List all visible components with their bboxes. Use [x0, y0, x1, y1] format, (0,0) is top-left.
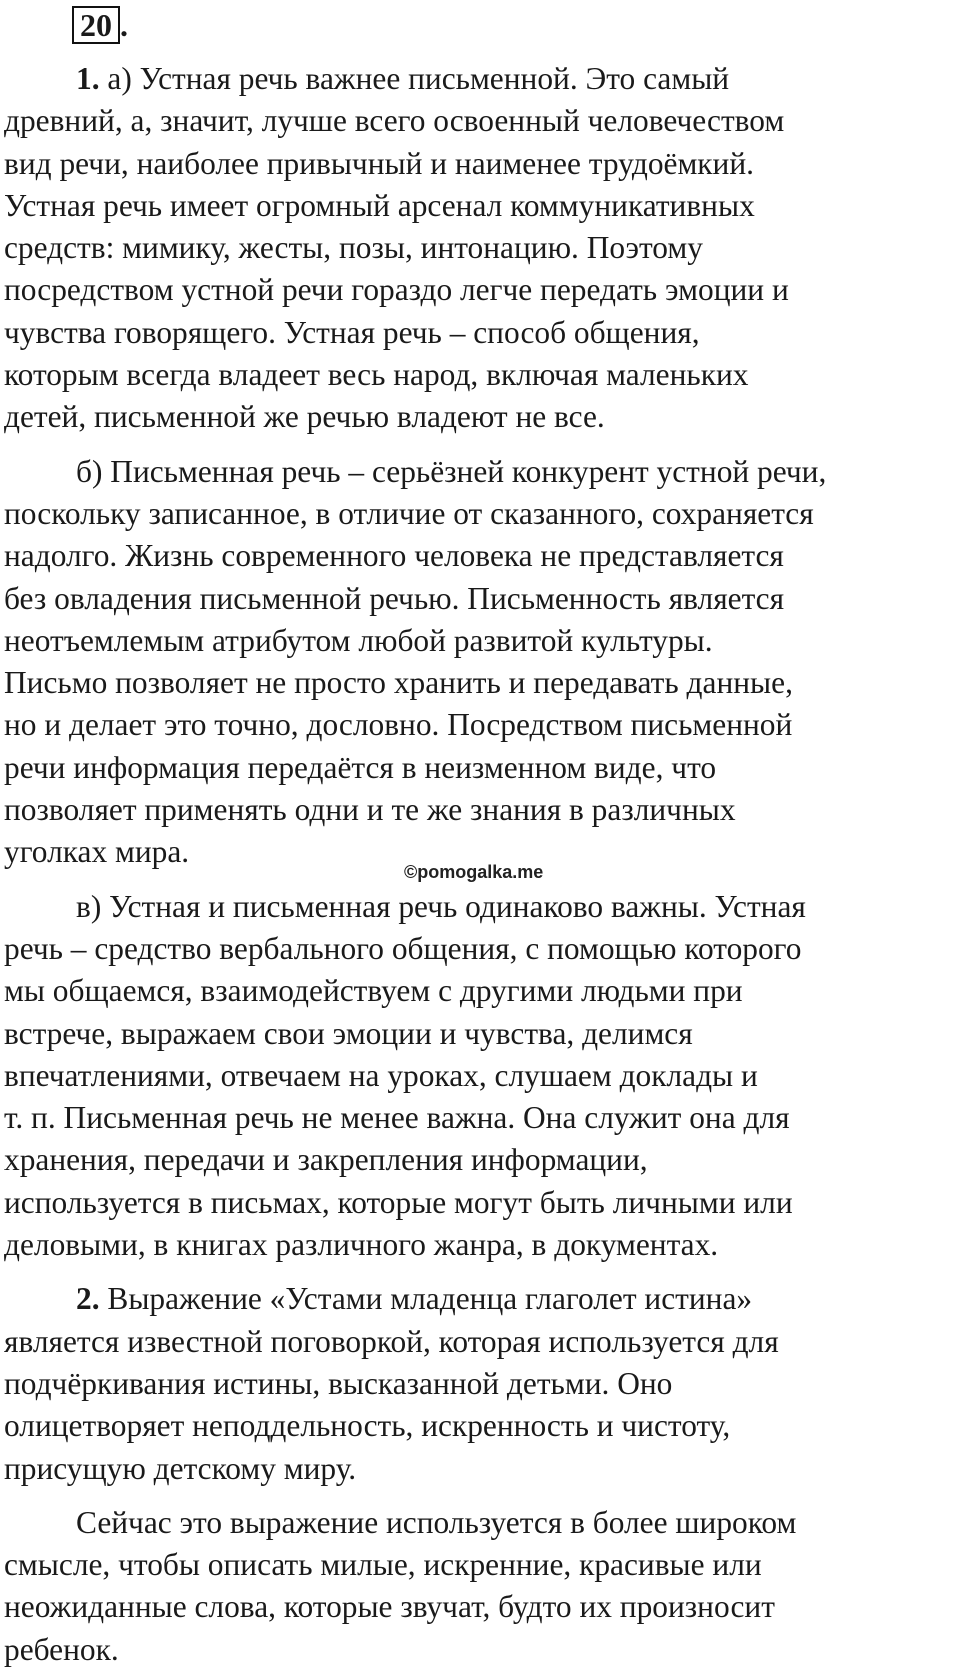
text-line: надолго. Жизнь современного человека не представляется [4, 538, 784, 574]
task-1-label: 1. [76, 61, 100, 96]
text-line: ребенок. [4, 1631, 119, 1667]
text-line: присущую детскому миру. [4, 1450, 357, 1486]
exercise-number-box: 20 [72, 6, 120, 44]
text-line: неожиданные слова, которые звучат, будто их произносит [4, 1589, 775, 1625]
task-1-paragraph-b [4, 451, 946, 874]
document-body [4, 58, 946, 1671]
text-line: средств: мимику, жесты, позы, интонацию. Поэтому [4, 230, 703, 266]
text-line: б) Письменная речь – серьёзней конкурент устной речи, [76, 453, 827, 489]
exercise-number [72, 6, 128, 44]
text-line: впечатлениями, отвечаем на уроках, слушаем доклады и [4, 1057, 758, 1093]
exercise-number-suffix: . [120, 7, 128, 43]
text-line: встрече, выражаем свои эмоции и чувства, делимся [4, 1015, 693, 1051]
text-line: олицетворяет неподдельность, искренность и чистоту, [4, 1408, 731, 1444]
watermark: ©pomogalka.me [404, 862, 544, 882]
text-line: смысле, чтобы описать милые, искренние, красивые или [4, 1547, 762, 1583]
task-2-paragraph-2 [4, 1502, 946, 1671]
text-line: речь – средство вербального общения, с помощью которого [4, 930, 802, 966]
text-line: является известной поговоркой, которая используется для [4, 1323, 779, 1359]
text-line: позволяет применять одни и те же знания в различных [4, 792, 736, 828]
text-line: посредством устной речи гораздо легче передать эмоции и [4, 272, 789, 308]
text-line: т. п. Письменная речь не менее важна. Она служит она для [4, 1100, 790, 1136]
text-line: детей, письменной же речью владеют не все. [4, 399, 605, 435]
text-line: древний, а, значит, лучше всего освоенный человечеством [4, 103, 785, 139]
text-line: подчёркивания истины, высказанной детьми. Оно [4, 1365, 673, 1401]
task-2-label: 2. [76, 1281, 100, 1317]
text-line: Письмо позволяет не просто хранить и передавать данные, [4, 665, 793, 701]
text-line: уголках мира. [4, 834, 190, 870]
text-line: деловыми, в книгах различного жанра, в документах. [4, 1227, 719, 1263]
text-line: поскольку записанное, в отличие от сказанного, сохраняется [4, 495, 814, 531]
task-1-paragraph-a [4, 58, 946, 439]
text-line: речи информация передаётся в неизменном виде, что [4, 749, 717, 785]
text-line: 1. а) Устная речь важнее письменной. Это самый [76, 61, 730, 96]
text-line: хранения, передачи и закрепления информации, [4, 1142, 648, 1178]
text-line: в) Устная и письменная речь одинаково важны. Устная [76, 888, 806, 924]
text-line: неотъемлемым атрибутом любой развитой культуры. [4, 622, 713, 658]
text-line: 2. Выражение «Устами младенца глаголет истина» [76, 1281, 753, 1317]
text-line: но и делает это точно, дословно. Посредством письменной [4, 707, 793, 743]
task-2-paragraph-1 [4, 1278, 946, 1489]
text-line: вид речи, наиболее привычный и наименее трудоёмкий. [4, 145, 755, 181]
text-line: без овладения письменной речью. Письменность является [4, 580, 785, 616]
text-line: которым всегда владеет весь народ, включая маленьких [4, 357, 749, 393]
text-line: Устная речь имеет огромный арсенал коммуникативных [4, 187, 755, 223]
text-line: чувства говорящего. Устная речь – способ общения, [4, 314, 700, 350]
text-line: используется в письмах, которые могут быть личными или [4, 1184, 793, 1220]
text-line: мы общаемся, взаимодействуем с другими людьми при [4, 973, 743, 1009]
text-line: Сейчас это выражение используется в более широком [76, 1504, 797, 1540]
task-1-paragraph-c [4, 886, 946, 1267]
